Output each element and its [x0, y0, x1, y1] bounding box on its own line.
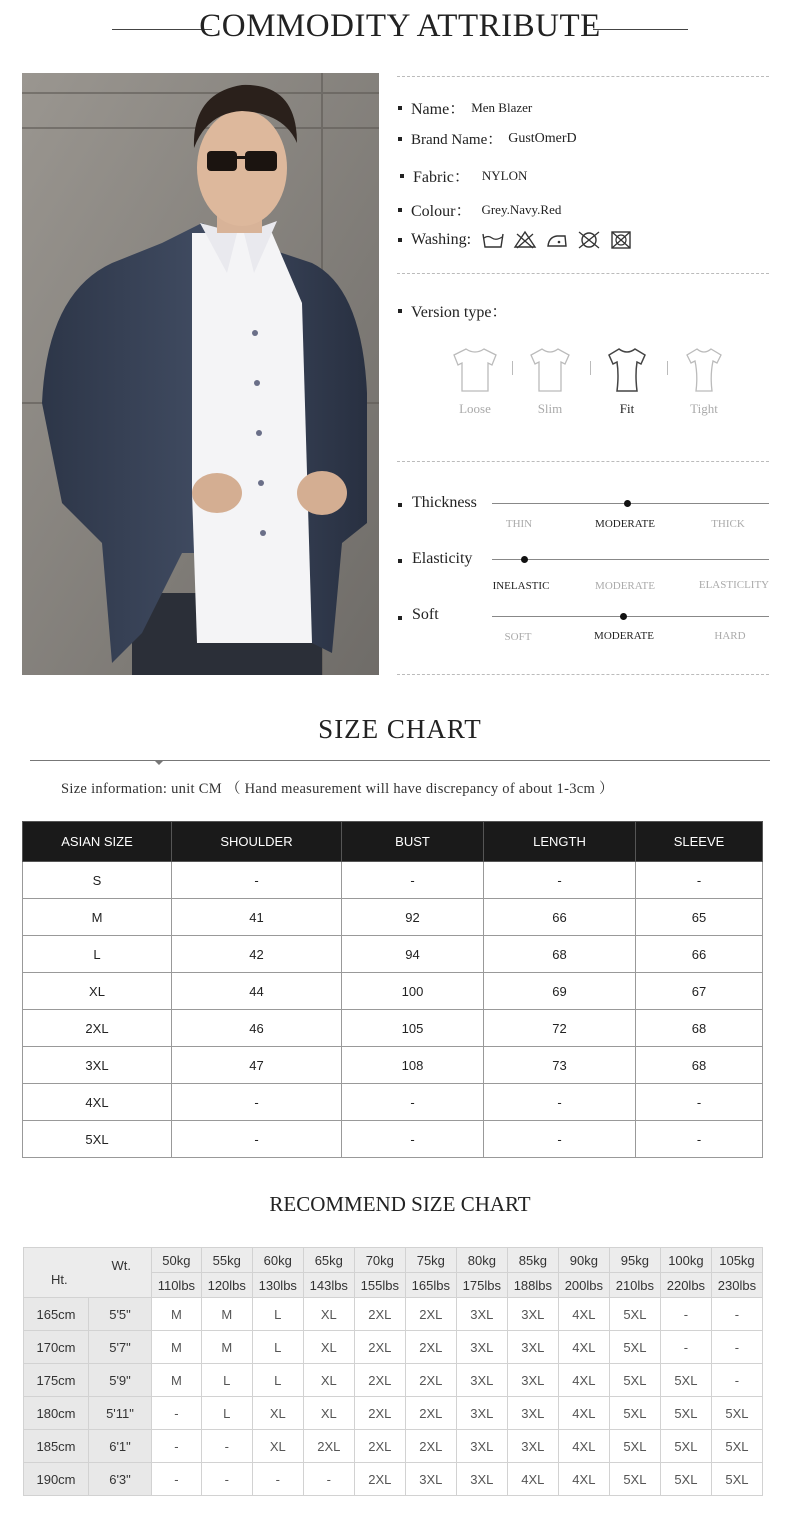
- size-cell: 73: [484, 1047, 636, 1084]
- thickness-option-moderate: MODERATE: [595, 518, 655, 530]
- recommended-size-cell: -: [711, 1298, 762, 1331]
- size-information-note: Size information: unit CM （ Hand measurement will have discrepancy of about 1-3cm ）: [61, 781, 614, 797]
- recommended-size-cell: M: [201, 1298, 252, 1331]
- weight-kg-cell: 50kg: [152, 1248, 202, 1273]
- weight-lbs-cell: 200lbs: [558, 1273, 609, 1298]
- attr-divider-2: [397, 273, 769, 274]
- attr-colour-label: Colour：: [411, 203, 472, 220]
- attr-version-label: Version type：: [411, 304, 508, 321]
- attr-fabric: [400, 164, 527, 187]
- attr-washing-label: Washing:: [411, 231, 472, 248]
- recommended-size-cell: L: [201, 1364, 252, 1397]
- weight-lbs-cell: 130lbs: [252, 1273, 303, 1298]
- recommended-size-cell: XL: [252, 1430, 303, 1463]
- fit-tshirt-icon: [602, 345, 652, 395]
- recommended-size-cell: 2XL: [354, 1364, 405, 1397]
- col-asian-size: ASIAN SIZE: [23, 822, 172, 862]
- weight-kg-row: [24, 1248, 763, 1273]
- recommended-size-cell: 4XL: [558, 1298, 609, 1331]
- soft-option-moderate: MODERATE: [594, 630, 654, 642]
- recommended-size-cell: L: [252, 1298, 303, 1331]
- recommended-size-cell: M: [152, 1331, 202, 1364]
- size-chart-table: [22, 821, 763, 1158]
- recommended-size-cell: 2XL: [354, 1463, 405, 1496]
- height-cm-cell: 185cm: [24, 1430, 89, 1463]
- size-cell: 92: [342, 899, 484, 936]
- height-cm-cell: 180cm: [24, 1397, 89, 1430]
- bullet-icon: [398, 503, 402, 507]
- attr-divider-1: [397, 76, 769, 77]
- attr-brand: [398, 128, 577, 149]
- size-cell: -: [636, 1121, 763, 1158]
- recommended-size-cell: 2XL: [354, 1331, 405, 1364]
- size-chart-header-row: [23, 822, 763, 862]
- recommended-size-cell: 2XL: [405, 1430, 456, 1463]
- size-cell: 72: [484, 1010, 636, 1047]
- recommended-size-cell: 4XL: [507, 1463, 558, 1496]
- bullet-icon: [398, 309, 402, 313]
- recommended-size-cell: 3XL: [456, 1298, 507, 1331]
- attr-name-label: Name：: [411, 101, 466, 118]
- recommended-size-cell: 3XL: [456, 1463, 507, 1496]
- recommended-size-cell: L: [252, 1364, 303, 1397]
- recommend-row: [24, 1430, 763, 1463]
- recommended-size-cell: 2XL: [405, 1397, 456, 1430]
- weight-kg-cell: 95kg: [609, 1248, 660, 1273]
- recommended-size-cell: 3XL: [456, 1397, 507, 1430]
- attr-fabric-label: Fabric：: [413, 169, 470, 186]
- size-cell: 2XL: [23, 1010, 172, 1047]
- col-length: LENGTH: [484, 822, 636, 862]
- recommended-size-cell: -: [201, 1463, 252, 1496]
- thickness-label: Thickness: [412, 494, 477, 511]
- height-ft-cell: 5'11": [89, 1397, 152, 1430]
- attr-colour: [398, 198, 561, 221]
- recommended-size-cell: -: [660, 1298, 711, 1331]
- recommended-size-cell: 5XL: [711, 1463, 762, 1496]
- soft-label: Soft: [412, 606, 439, 623]
- soft-option-hard: HARD: [714, 630, 746, 642]
- attr-brand-label: Brand Name：: [411, 132, 503, 148]
- thickness-option-thick: THICK: [711, 518, 745, 530]
- col-shoulder: SHOULDER: [172, 822, 342, 862]
- recommended-size-cell: -: [152, 1397, 202, 1430]
- recommended-size-cell: -: [660, 1331, 711, 1364]
- weight-lbs-cell: 155lbs: [354, 1273, 405, 1298]
- recommended-size-cell: 5XL: [660, 1397, 711, 1430]
- loose-tshirt-icon: [450, 345, 500, 395]
- recommended-size-cell: 4XL: [558, 1397, 609, 1430]
- size-cell: XL: [23, 973, 172, 1010]
- height-ft-cell: 5'9": [89, 1364, 152, 1397]
- recommend-row: [24, 1364, 763, 1397]
- size-cell: 66: [636, 936, 763, 973]
- attr-name-value: Men Blazer: [471, 99, 533, 115]
- size-cell: -: [172, 862, 342, 899]
- recommended-size-cell: 5XL: [660, 1463, 711, 1496]
- size-row: [23, 1084, 763, 1121]
- no-bleach-icon: [513, 230, 537, 250]
- bullet-icon: [398, 238, 402, 242]
- weight-lbs-cell: 210lbs: [609, 1273, 660, 1298]
- weight-lbs-cell: 220lbs: [660, 1273, 711, 1298]
- recommend-row: [24, 1463, 763, 1496]
- size-cell: 68: [636, 1010, 763, 1047]
- weight-axis-label: Wt.: [111, 1258, 131, 1273]
- elasticity-option-inelastic: INELASTIC: [492, 580, 550, 592]
- recommended-size-cell: 2XL: [405, 1331, 456, 1364]
- model-in-blazer-image: [22, 73, 379, 675]
- elasticity-scale-line: [492, 559, 769, 560]
- version-loose: [445, 345, 505, 417]
- recommend-size-table: [23, 1247, 763, 1496]
- elasticity-label: Elasticity: [412, 550, 473, 567]
- recommended-size-cell: 5XL: [660, 1430, 711, 1463]
- attr-brand-value: GustOmerD: [508, 130, 577, 146]
- recommended-size-cell: XL: [252, 1397, 303, 1430]
- no-dry-clean-icon: [609, 230, 633, 250]
- weight-lbs-cell: 165lbs: [405, 1273, 456, 1298]
- recommended-size-cell: -: [152, 1430, 202, 1463]
- recommended-size-cell: XL: [303, 1331, 354, 1364]
- recommended-size-cell: XL: [303, 1298, 354, 1331]
- size-cell: 65: [636, 899, 763, 936]
- size-cell: 68: [636, 1047, 763, 1084]
- recommended-size-cell: 5XL: [609, 1331, 660, 1364]
- size-row: [23, 1010, 763, 1047]
- size-cell: -: [342, 1121, 484, 1158]
- header-corner: [24, 1248, 152, 1298]
- recommended-size-cell: M: [152, 1298, 202, 1331]
- version-fit: [597, 345, 657, 417]
- recommended-size-cell: M: [201, 1331, 252, 1364]
- weight-kg-cell: 85kg: [507, 1248, 558, 1273]
- weight-kg-cell: 70kg: [354, 1248, 405, 1273]
- size-cell: -: [342, 1084, 484, 1121]
- size-cell: 44: [172, 973, 342, 1010]
- size-cell: 67: [636, 973, 763, 1010]
- recommended-size-cell: 2XL: [303, 1430, 354, 1463]
- weight-lbs-cell: 110lbs: [152, 1273, 202, 1298]
- size-row: [23, 862, 763, 899]
- height-ft-cell: 6'1": [89, 1430, 152, 1463]
- recommended-size-cell: M: [152, 1364, 202, 1397]
- recommend-row: [24, 1397, 763, 1430]
- version-tight-label: Tight: [690, 401, 718, 416]
- attr-divider-4: [397, 674, 769, 675]
- product-photo: [22, 73, 379, 675]
- soft-option-soft: SOFT: [504, 631, 532, 643]
- size-cell: 42: [172, 936, 342, 973]
- size-cell: S: [23, 862, 172, 899]
- recommend-row: [24, 1331, 763, 1364]
- recommended-size-cell: 4XL: [558, 1430, 609, 1463]
- size-cell: -: [342, 862, 484, 899]
- bullet-icon: [398, 137, 402, 141]
- weight-lbs-cell: 120lbs: [201, 1273, 252, 1298]
- col-sleeve: SLEEVE: [636, 822, 763, 862]
- iron-icon: [545, 230, 569, 250]
- elasticity-option-elasticlity: ELASTICLITY: [698, 579, 770, 591]
- size-cell: 5XL: [23, 1121, 172, 1158]
- size-cell: 46: [172, 1010, 342, 1047]
- height-ft-cell: 5'7": [89, 1331, 152, 1364]
- recommended-size-cell: 4XL: [558, 1331, 609, 1364]
- size-cell: 3XL: [23, 1047, 172, 1084]
- attr-name: [398, 96, 532, 119]
- height-ft-cell: 5'5": [89, 1298, 152, 1331]
- size-cell: 41: [172, 899, 342, 936]
- commodity-attribute-title: COMMODITY ATTRIBUTE: [199, 8, 601, 44]
- recommended-size-cell: -: [711, 1364, 762, 1397]
- height-axis-label: Ht.: [51, 1272, 68, 1287]
- recommended-size-cell: 3XL: [507, 1364, 558, 1397]
- recommended-size-cell: 3XL: [456, 1430, 507, 1463]
- attr-divider-3: [397, 461, 769, 462]
- recommended-size-cell: -: [152, 1463, 202, 1496]
- bullet-icon: [398, 559, 402, 563]
- recommended-size-cell: -: [303, 1463, 354, 1496]
- size-cell: -: [172, 1084, 342, 1121]
- recommended-size-cell: 5XL: [609, 1463, 660, 1496]
- size-cell: 47: [172, 1047, 342, 1084]
- bullet-icon: [398, 616, 402, 620]
- bullet-icon: [398, 106, 402, 110]
- version-slim: [520, 345, 580, 417]
- version-loose-label: Loose: [459, 401, 491, 416]
- recommended-size-cell: 4XL: [558, 1364, 609, 1397]
- col-bust: BUST: [342, 822, 484, 862]
- size-cell: 94: [342, 936, 484, 973]
- recommended-size-cell: 3XL: [507, 1397, 558, 1430]
- recommended-size-cell: 3XL: [507, 1430, 558, 1463]
- size-cell: -: [484, 1121, 636, 1158]
- thickness-indicator: [624, 500, 631, 507]
- weight-kg-cell: 55kg: [201, 1248, 252, 1273]
- weight-lbs-cell: 230lbs: [711, 1273, 762, 1298]
- height-ft-cell: 6'3": [89, 1463, 152, 1496]
- elasticity-option-moderate: MODERATE: [595, 580, 655, 592]
- size-row: [23, 973, 763, 1010]
- attr-washing: [398, 230, 633, 250]
- height-cm-cell: 175cm: [24, 1364, 89, 1397]
- version-separator: [590, 361, 591, 375]
- weight-lbs-cell: 143lbs: [303, 1273, 354, 1298]
- size-row: [23, 899, 763, 936]
- recommended-size-cell: 2XL: [354, 1430, 405, 1463]
- size-cell: 66: [484, 899, 636, 936]
- recommended-size-cell: 3XL: [405, 1463, 456, 1496]
- weight-kg-cell: 60kg: [252, 1248, 303, 1273]
- weight-kg-cell: 100kg: [660, 1248, 711, 1273]
- weight-lbs-cell: 175lbs: [456, 1273, 507, 1298]
- size-cell: M: [23, 899, 172, 936]
- recommended-size-cell: XL: [303, 1397, 354, 1430]
- version-separator: [667, 361, 668, 375]
- recommended-size-cell: -: [201, 1430, 252, 1463]
- size-cell: 100: [342, 973, 484, 1010]
- size-chart-notch: [154, 760, 164, 765]
- weight-kg-cell: 90kg: [558, 1248, 609, 1273]
- size-cell: -: [484, 1084, 636, 1121]
- size-row: [23, 1121, 763, 1158]
- bullet-icon: [398, 208, 402, 212]
- recommended-size-cell: 3XL: [507, 1331, 558, 1364]
- height-cm-cell: 165cm: [24, 1298, 89, 1331]
- size-cell: -: [636, 1084, 763, 1121]
- size-chart-title: SIZE CHART: [318, 714, 482, 744]
- no-tumble-dry-icon: [577, 230, 601, 250]
- size-cell: 4XL: [23, 1084, 172, 1121]
- weight-kg-cell: 65kg: [303, 1248, 354, 1273]
- height-cm-cell: 190cm: [24, 1463, 89, 1496]
- size-cell: 108: [342, 1047, 484, 1084]
- weight-kg-cell: 80kg: [456, 1248, 507, 1273]
- recommended-size-cell: L: [252, 1331, 303, 1364]
- recommended-size-cell: 2XL: [405, 1364, 456, 1397]
- version-tight: [674, 345, 734, 417]
- recommended-size-cell: -: [252, 1463, 303, 1496]
- weight-kg-cell: 75kg: [405, 1248, 456, 1273]
- size-cell: -: [484, 862, 636, 899]
- recommended-size-cell: 5XL: [609, 1298, 660, 1331]
- size-cell: -: [172, 1121, 342, 1158]
- size-cell: 69: [484, 973, 636, 1010]
- recommended-size-cell: 5XL: [711, 1430, 762, 1463]
- size-cell: 68: [484, 936, 636, 973]
- thickness-option-thin: THIN: [505, 518, 533, 530]
- recommend-row: [24, 1298, 763, 1331]
- wash-tub-icon: [481, 230, 505, 250]
- bullet-icon: [400, 174, 404, 178]
- weight-kg-cell: 105kg: [711, 1248, 762, 1273]
- tight-tshirt-icon: [679, 345, 729, 395]
- height-cm-cell: 170cm: [24, 1331, 89, 1364]
- recommended-size-cell: 3XL: [456, 1331, 507, 1364]
- recommended-size-cell: 5XL: [711, 1397, 762, 1430]
- soft-scale-line: [492, 616, 769, 617]
- size-row: [23, 936, 763, 973]
- soft-indicator: [620, 613, 627, 620]
- attr-colour-value: Grey.Navy.Red: [481, 201, 562, 217]
- size-chart-rule: [30, 760, 770, 761]
- recommended-size-cell: 3XL: [456, 1364, 507, 1397]
- weight-lbs-cell: 188lbs: [507, 1273, 558, 1298]
- size-cell: -: [636, 862, 763, 899]
- recommended-size-cell: 2XL: [405, 1298, 456, 1331]
- recommended-size-cell: 5XL: [609, 1397, 660, 1430]
- version-separator: [512, 361, 513, 375]
- size-row: [23, 1047, 763, 1084]
- recommended-size-cell: 5XL: [609, 1364, 660, 1397]
- recommended-size-cell: 2XL: [354, 1298, 405, 1331]
- recommended-size-cell: L: [201, 1397, 252, 1430]
- recommend-size-chart-title: RECOMMEND SIZE CHART: [269, 1192, 531, 1216]
- attr-version: [398, 299, 513, 322]
- recommended-size-cell: 5XL: [660, 1364, 711, 1397]
- attr-fabric-value: NYLON: [481, 167, 528, 183]
- elasticity-indicator: [521, 556, 528, 563]
- recommended-size-cell: 3XL: [507, 1298, 558, 1331]
- version-fit-label: Fit: [619, 401, 635, 416]
- size-cell: 105: [342, 1010, 484, 1047]
- recommended-size-cell: XL: [303, 1364, 354, 1397]
- slim-tshirt-icon: [525, 345, 575, 395]
- size-cell: L: [23, 936, 172, 973]
- recommended-size-cell: 4XL: [558, 1463, 609, 1496]
- version-slim-label: Slim: [537, 401, 563, 416]
- recommended-size-cell: -: [711, 1331, 762, 1364]
- recommended-size-cell: 2XL: [354, 1397, 405, 1430]
- recommended-size-cell: 5XL: [609, 1430, 660, 1463]
